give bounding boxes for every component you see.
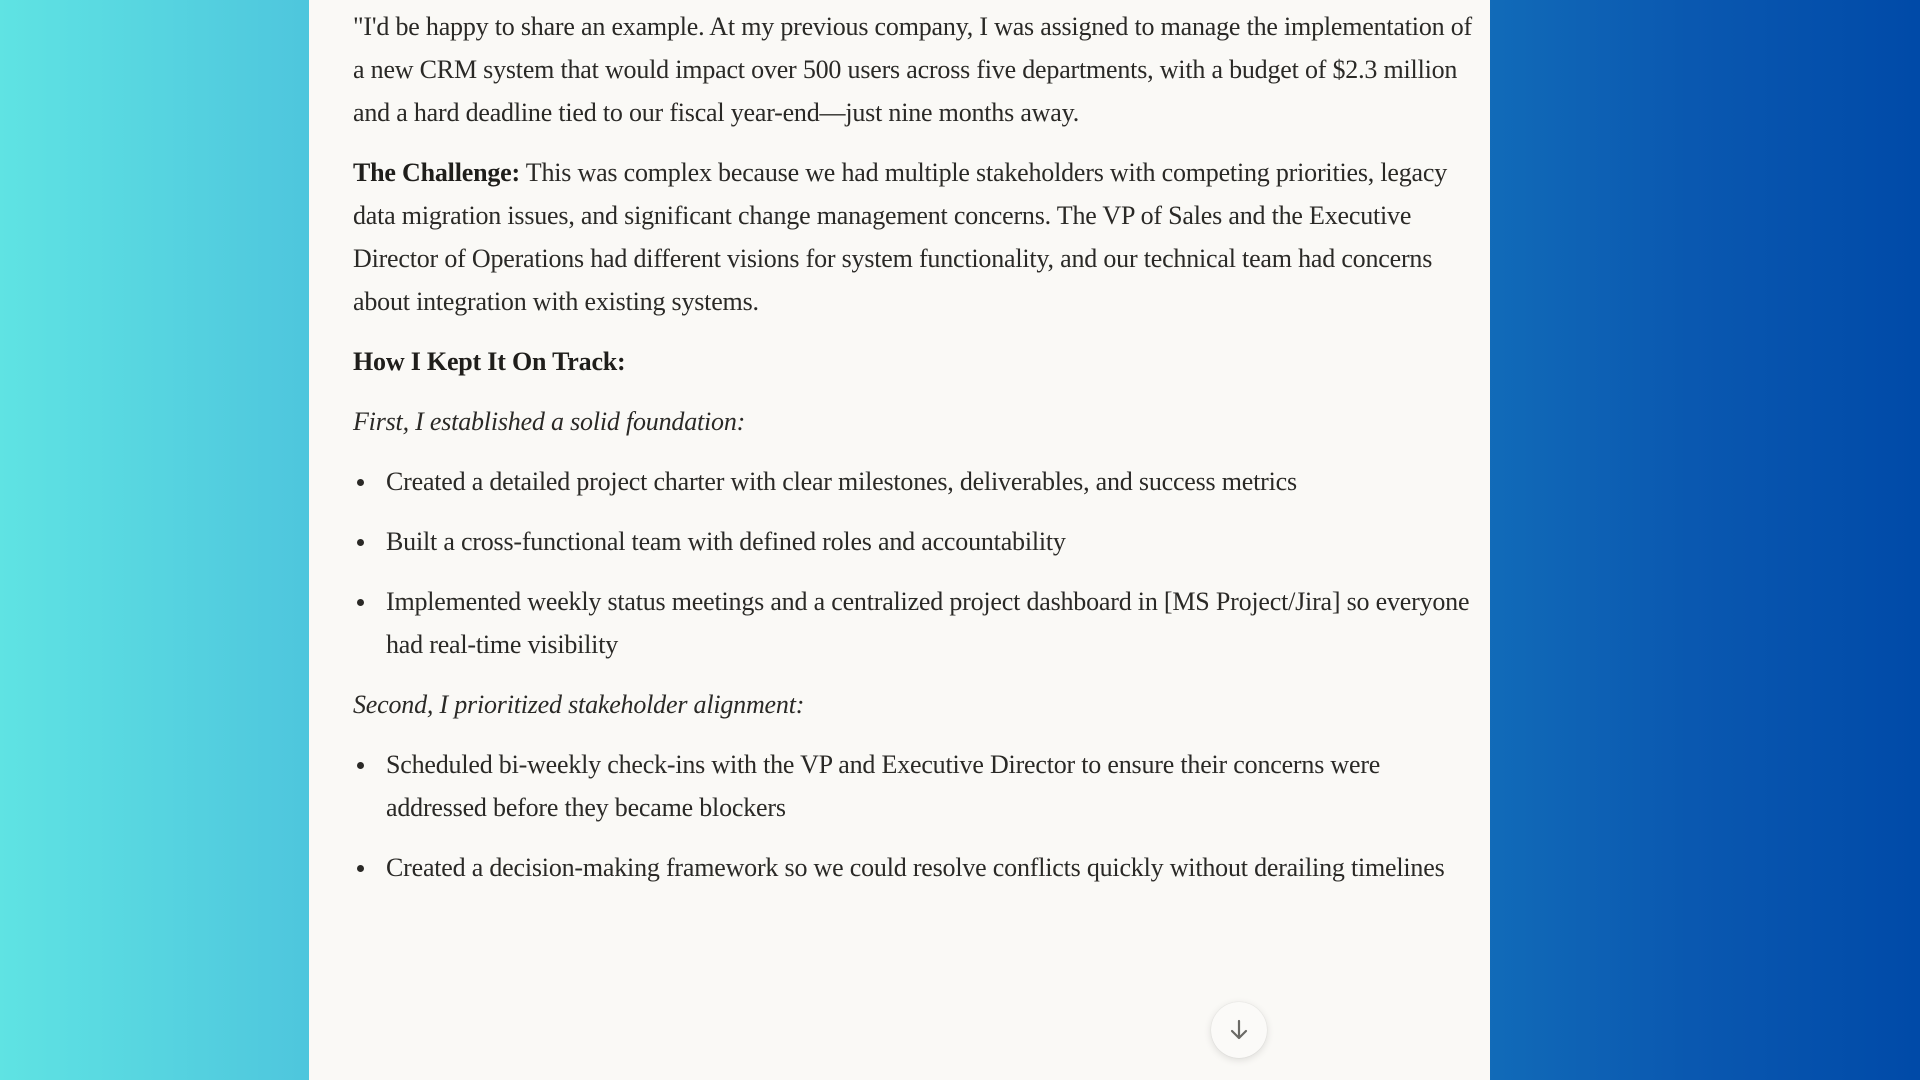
- section-heading: How I Kept It On Track:: [353, 347, 626, 376]
- list-item: Created a detailed project charter with clear milestones, deliverables, and success metrics: [386, 460, 1478, 503]
- list-item: Built a cross-functional team with defined roles and accountability: [386, 520, 1478, 563]
- scroll-to-bottom-button[interactable]: [1211, 1002, 1267, 1058]
- challenge-label: The Challenge:: [353, 158, 520, 187]
- challenge-paragraph: [353, 151, 1478, 323]
- arrow-down-icon: [1228, 1018, 1250, 1042]
- intro-paragraph: "I'd be happy to share an example. At my previous company, I was assigned to manage the implementation of a new CRM system that would impact over 500 users across five departments, with a budget of $2.3 million and a hard deadline tied to our fiscal year-end—just nine months away.: [353, 12, 1472, 127]
- section-lead-foundation: First, I established a solid foundation:: [353, 407, 746, 436]
- list-item: Implemented weekly status meetings and a centralized project dashboard in [MS Project/Jira] so everyone had real-time visibility: [386, 580, 1478, 666]
- foundation-list: [353, 460, 1478, 666]
- stakeholder-list: [353, 743, 1478, 889]
- chat-message-panel: [309, 0, 1490, 1080]
- list-item: Scheduled bi-weekly check-ins with the VP and Executive Director to ensure their concerns were addressed before they became blockers: [386, 743, 1478, 829]
- assistant-message: [353, 5, 1478, 906]
- list-item: Created a decision-making framework so we could resolve conflicts quickly without derailing timelines: [386, 846, 1478, 889]
- section-lead-stakeholder: Second, I prioritized stakeholder alignment:: [353, 690, 805, 719]
- challenge-text: This was complex because we had multiple stakeholders with competing priorities, legacy data migration issues, and significant change management concerns. The VP of Sales and the Executive Director of Operations had different visions for system functionality, and our technical team had concerns about integration with existing systems.: [353, 158, 1447, 316]
